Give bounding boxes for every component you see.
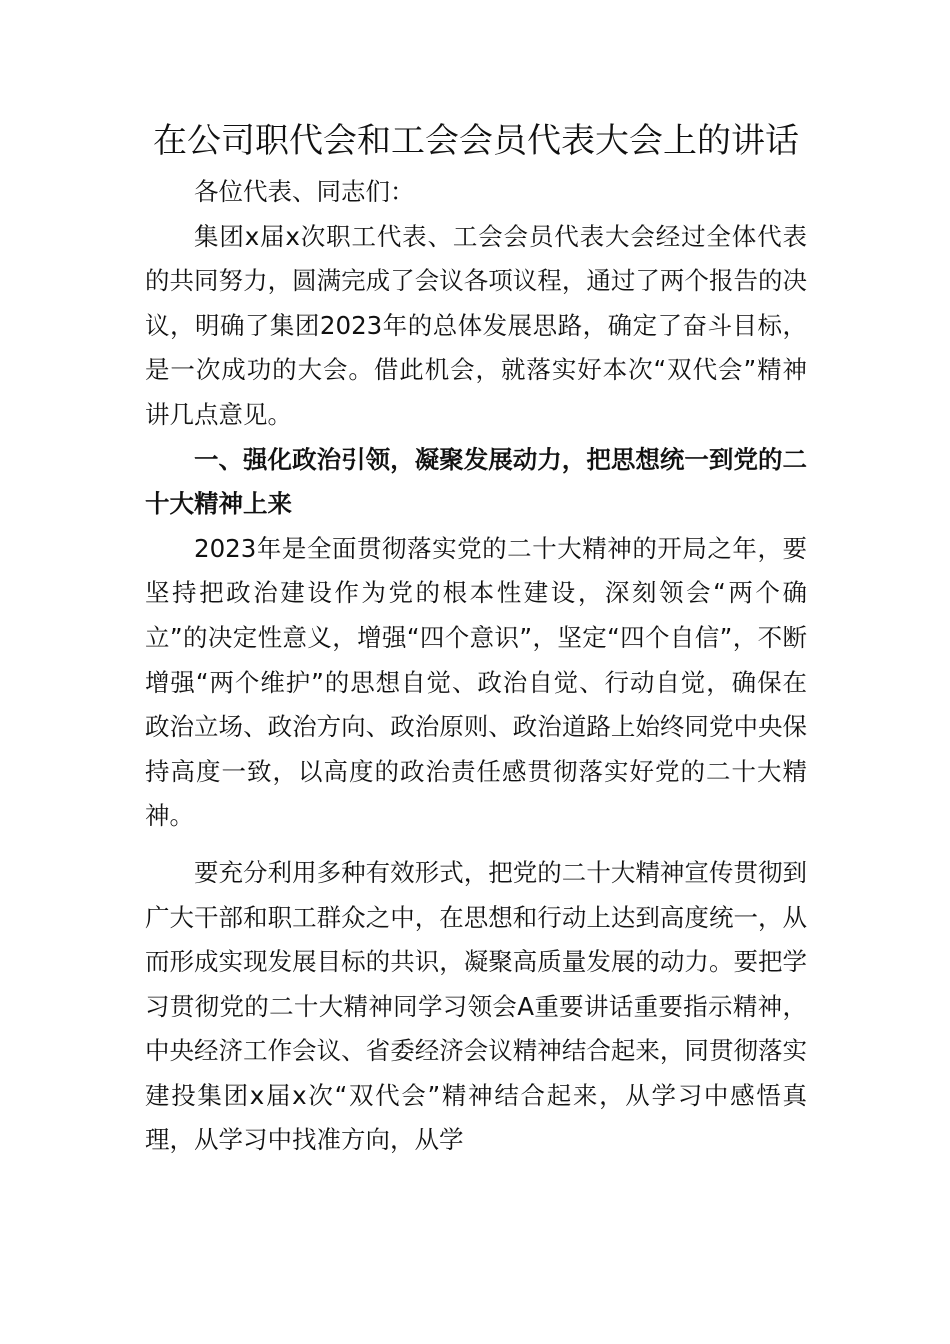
section-heading-1: 一、强化政治引领，凝聚发展动力，把思想统一到党的二十大精神上来 xyxy=(145,444,807,519)
paragraph-gap xyxy=(145,839,807,851)
document-page xyxy=(145,118,807,1163)
salutation: 各位代表、同志们： xyxy=(194,177,415,206)
document-title: 在公司职代会和工会会员代表大会上的讲话 xyxy=(153,121,799,161)
paragraph-section-1-a: 2023年是全面贯彻落实党的二十大精神的开局之年，要坚持把政治建设作为党的根本性建设，深刻领会“两个确立”的决定性意义，增强“四个意识”，坚定“四个自信”，不断增强“两个维护”的思想自觉、政治自觉、行动自觉，确保在政治立场、政治方向、政治原则、政治道路上始终同党中央保持高度一致，以高度的政治责任感贯彻落实好党的二十大精神。 xyxy=(145,533,807,831)
paragraph-section-1-b: 要充分利用多种有效形式，把党的二十大精神宣传贯彻到广大干部和职工群众之中，在思想和行动上达到高度统一，从而形成实现发展目标的共识，凝聚高质量发展的动力。要把学习贯彻党的二十大精神同学习领会A重要讲话重要指示精神，中央经济工作会议、省委经济会议精神结合起来，同贯彻落实建投集团x届x次“双代会”精神结合起来，从学习中感悟真理，从学习中找准方向，从学 xyxy=(145,857,807,1155)
paragraph-intro: 集团x届x次职工代表、工会会员代表大会经过全体代表的共同努力，圆满完成了会议各项议程，通过了两个报告的决议，明确了集团2023年的总体发展思路，确定了奋斗目标，是一次成功的大会。借此机会，就落实好本次“双代会”精神讲几点意见。 xyxy=(145,221,807,429)
